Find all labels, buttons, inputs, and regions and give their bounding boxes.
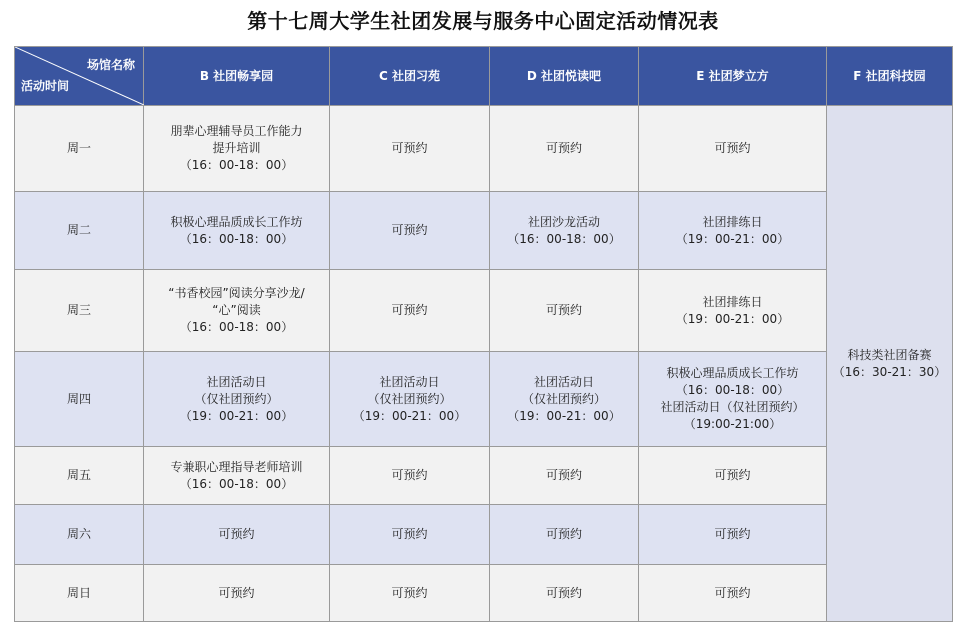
activity-text: 可预约 — [545, 141, 582, 155]
table-row — [15, 447, 953, 505]
activity-text: （19：00-21：00） — [675, 231, 790, 246]
activity-text: 可预约 — [391, 468, 428, 482]
activity-text: 朋辈心理辅导员工作能力 — [170, 124, 303, 138]
activity-cell-e — [639, 505, 827, 565]
day-cell: 周二 — [15, 192, 144, 270]
table-row — [15, 270, 953, 352]
activity-text: （16：00-18：00） — [179, 320, 294, 334]
venue-header-e: E 社团梦立方 — [639, 47, 827, 106]
activity-text: （16：00-18：00） — [179, 231, 294, 246]
schedule-table — [14, 46, 953, 622]
activity-cell-c — [330, 270, 490, 352]
activity-text: 可预约 — [391, 141, 428, 155]
activity-cell-d — [490, 505, 639, 565]
activity-text: 可预约 — [218, 527, 255, 541]
activity-cell-d — [490, 192, 639, 270]
activity-text: （仅社团预约） — [194, 391, 279, 406]
activity-cell-e — [639, 106, 827, 192]
activity-text: 可预约 — [391, 223, 428, 237]
venue-header-c: C 社团习苑 — [330, 47, 490, 106]
venue-header-f: F 社团科技园 — [827, 47, 953, 106]
activity-cell-e — [639, 352, 827, 447]
activity-text: 社团沙龙活动 — [527, 214, 600, 229]
activity-text: 可预约 — [714, 141, 751, 155]
activity-text: （16：00-18：00） — [675, 383, 790, 397]
activity-text: “心”阅读 — [212, 303, 261, 317]
activity-cell-c — [330, 505, 490, 565]
activity-text: （19：00-21：00） — [675, 311, 790, 326]
activity-text: 可预约 — [714, 468, 751, 482]
day-cell: 周六 — [15, 505, 144, 565]
day-cell: 周四 — [15, 352, 144, 447]
activity-cell-e — [639, 270, 827, 352]
activity-cell-e — [639, 565, 827, 622]
activity-text: 积极心理品质成长工作坊 — [170, 214, 303, 229]
activity-text: 科技类社团备赛 — [847, 347, 932, 362]
activity-text: 社团活动日（仅社团预约） — [660, 400, 805, 414]
activity-cell-d — [490, 106, 639, 192]
activity-text: （19：00-21：00） — [507, 408, 621, 423]
activity-text: 可预约 — [714, 585, 751, 600]
activity-cell-f — [827, 106, 953, 622]
activity-cell-c — [330, 447, 490, 505]
activity-cell-d — [490, 447, 639, 505]
diagonal-divider — [15, 47, 144, 105]
time-axis-label: 活动时间 — [21, 79, 70, 93]
table-row — [15, 352, 953, 447]
activity-text: 提升培训 — [212, 141, 261, 155]
activity-text: （16：00-18：00） — [507, 231, 621, 246]
activity-text: 积极心理品质成长工作坊 — [666, 366, 799, 380]
table-row — [15, 192, 953, 270]
table-row — [15, 565, 953, 622]
activity-cell-e — [639, 447, 827, 505]
activity-text: （16：00-18：00） — [179, 158, 294, 172]
activity-text: 可预约 — [218, 585, 255, 600]
activity-cell-e — [639, 192, 827, 270]
activity-text: （19：00-21：00） — [352, 408, 467, 423]
activity-cell-c — [330, 352, 490, 447]
activity-cell-d — [490, 565, 639, 622]
venue-header-b: B 社团畅享园 — [144, 47, 330, 106]
activity-cell-c — [330, 565, 490, 622]
activity-text: “书香校园”阅读分享沙龙/ — [168, 286, 305, 300]
day-cell: 周三 — [15, 270, 144, 352]
activity-cell-c — [330, 106, 490, 192]
activity-text: 社团排练日 — [702, 294, 763, 309]
activity-cell-d — [490, 270, 639, 352]
activity-text: （16：00-18：00） — [179, 476, 294, 491]
activity-text: （仅社团预约） — [367, 391, 452, 406]
corner-header-cell — [15, 47, 144, 106]
activity-text: 可预约 — [391, 585, 428, 600]
activity-cell-b — [144, 106, 330, 192]
activity-text: 可预约 — [545, 527, 582, 541]
activity-text: 可预约 — [714, 527, 751, 541]
activity-text: 可预约 — [545, 585, 582, 600]
activity-text: 社团活动日 — [533, 374, 594, 389]
activity-cell-b — [144, 352, 330, 447]
day-cell: 周一 — [15, 106, 144, 192]
activity-text: 可预约 — [545, 303, 582, 317]
activity-cell-b — [144, 270, 330, 352]
activity-text: （16：30-21：30） — [832, 364, 947, 379]
activity-cell-b — [144, 505, 330, 565]
day-cell: 周日 — [15, 565, 144, 622]
activity-cell-b — [144, 565, 330, 622]
activity-text: 社团活动日 — [379, 374, 440, 389]
activity-text: 可预约 — [545, 468, 582, 482]
header-row — [15, 47, 953, 106]
table-row — [15, 505, 953, 565]
day-cell: 周五 — [15, 447, 144, 505]
activity-text: 可预约 — [391, 527, 428, 541]
activity-cell-b — [144, 447, 330, 505]
activity-cell-c — [330, 192, 490, 270]
page-title: 第十七周大学生社团发展与服务中心固定活动情况表 — [247, 9, 719, 33]
activity-cell-d — [490, 352, 639, 447]
venue-axis-label: 场馆名称 — [86, 58, 135, 72]
activity-text: （19:00-21:00） — [683, 417, 782, 431]
activity-text: 社团活动日 — [206, 374, 267, 389]
activity-text: 社团排练日 — [702, 214, 763, 229]
table-row — [15, 106, 953, 192]
activity-text: （19：00-21：00） — [179, 408, 294, 423]
activity-cell-b — [144, 192, 330, 270]
activity-text: （仅社团预约） — [521, 391, 606, 406]
activity-text: 专兼职心理指导老师培训 — [170, 459, 303, 474]
venue-header-d: D 社团悦读吧 — [490, 47, 639, 106]
activity-text: 可预约 — [391, 303, 428, 317]
